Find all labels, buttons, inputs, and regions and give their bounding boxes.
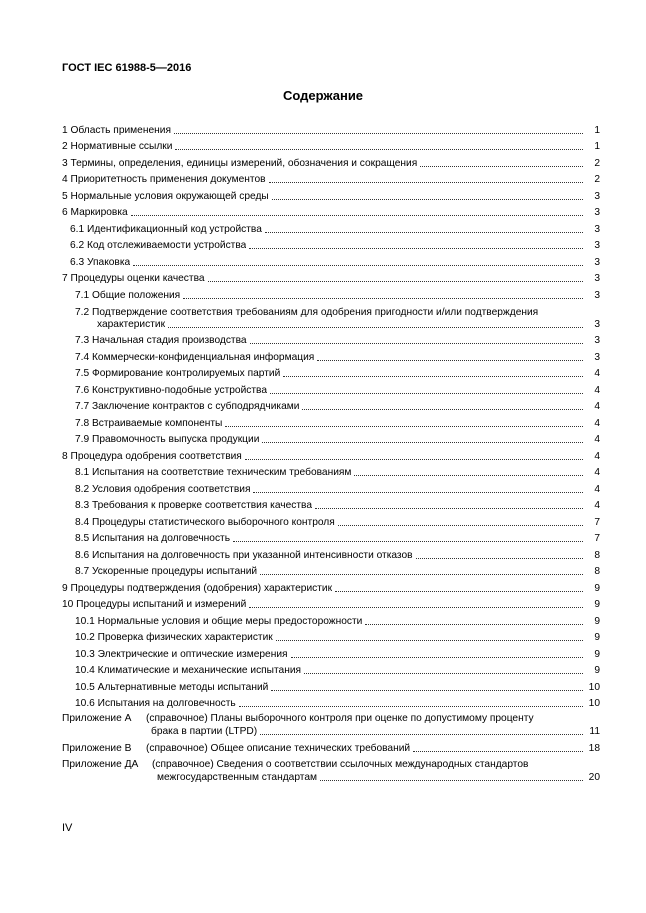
dot-leader (320, 780, 583, 781)
toc-entry-label: 7.6 Конструктивно-подобные устройства (75, 384, 267, 396)
dot-leader (253, 492, 583, 493)
toc-entry (62, 545, 600, 562)
toc-entry-page: 3 (594, 190, 600, 202)
toc-entry (62, 479, 600, 496)
toc-entry-label: 6 Маркировка (62, 207, 128, 218)
toc-entry-page: 3 (594, 240, 600, 251)
toc-entry-page: 2 (594, 174, 600, 185)
toc-entry-label: 8 Процедура одобрения соответствия (62, 450, 242, 462)
toc-entry-page: 1 (594, 141, 600, 152)
toc-entry-page: 9 (594, 582, 600, 594)
dot-leader (233, 541, 583, 542)
dot-leader (354, 475, 583, 476)
toc-entry-page: 4 (594, 467, 600, 478)
toc-entry-label: 10.2 Проверка физических характеристик (75, 632, 273, 643)
appendix-title-continued: брака в партии (LTPD) (151, 726, 258, 737)
dot-leader (225, 426, 583, 427)
toc-entry-label: 7.5 Формирование контролируемых партий (75, 368, 281, 379)
dot-leader (302, 409, 583, 410)
toc-entry-page: 7 (594, 516, 600, 528)
toc-entry-page: 2 (594, 157, 600, 169)
toc-entry (62, 347, 600, 364)
table-of-contents (62, 120, 600, 788)
toc-entry-page: 7 (594, 533, 600, 544)
toc-entry-page: 4 (594, 384, 600, 396)
toc-entry-page: 9 (594, 615, 600, 627)
toc-entry (62, 397, 600, 414)
toc-entry-page: 3 (594, 223, 600, 235)
toc-entry-label: 1 Область применения (62, 124, 171, 136)
toc-entry-label: 10.5 Альтернативные методы испытаний (75, 681, 269, 693)
toc-entry-label: 9 Процедуры подтверждения (одобрения) характеристик (62, 582, 333, 594)
appendix-page: 18 (588, 742, 600, 754)
dot-leader (338, 525, 583, 526)
toc-entry (62, 137, 600, 154)
toc-entry-label: 6.1 Идентификационный код устройства (70, 223, 262, 235)
toc-entry (62, 120, 600, 137)
toc-entry (62, 661, 600, 678)
toc-entry-label: 8.1 Испытания на соответствие техническим требованиям (75, 467, 352, 478)
toc-entry-label: 2 Нормативные ссылки (62, 141, 173, 152)
toc-entry-label: 7.7 Заключение контрактов с субподрядчиками (75, 401, 300, 412)
toc-entry-label: 7 Процедуры оценки качества (62, 273, 205, 284)
dot-leader (283, 376, 583, 377)
toc-entry-page: 9 (594, 665, 600, 676)
toc-entry (62, 512, 600, 529)
dot-leader (272, 199, 583, 200)
dot-leader (271, 690, 583, 691)
document-id: ГОСТ IEC 61988-5—2016 (62, 62, 192, 74)
dot-leader (245, 459, 583, 460)
toc-entry (62, 611, 600, 628)
dot-leader (365, 624, 583, 625)
toc-entry-page: 9 (594, 648, 600, 660)
toc-entry-label: 7.2 Подтверждение соответствия требованиям для одобрения пригодности и/или подтверждения (75, 306, 539, 318)
toc-entry-page: 4 (594, 401, 600, 412)
toc-entry-page: 3 (594, 318, 600, 330)
appendix-entry (62, 742, 600, 755)
dot-leader (416, 558, 583, 559)
dot-leader (315, 508, 583, 509)
toc-entry (62, 496, 600, 513)
toc-entry (62, 694, 600, 711)
dot-leader (168, 327, 583, 328)
toc-entry (62, 203, 600, 220)
toc-entry-label: 7.4 Коммерчески-конфиденциальная информация (75, 351, 315, 363)
toc-entry-label: 4 Приоритетность применения документов (62, 174, 266, 185)
toc-entry-label: 7.8 Встраиваемые компоненты (75, 417, 223, 429)
toc-entry (62, 677, 600, 694)
toc-entry (62, 628, 600, 645)
dot-leader (183, 298, 583, 299)
toc-entry (62, 285, 600, 302)
toc-entry (62, 364, 600, 381)
toc-entry-page: 3 (594, 256, 600, 268)
appendix-entry (62, 758, 600, 784)
toc-entry (62, 578, 600, 595)
toc-entry-page: 4 (594, 368, 600, 379)
dot-leader (133, 265, 583, 266)
appendix-title: (справочное) Общее описание технических требований (146, 742, 411, 754)
dot-leader (262, 442, 583, 443)
toc-entry-label: 8.6 Испытания на долговечность при указанной интенсивности отказов (75, 549, 413, 561)
toc-entry-label: 7.3 Начальная стадия производства (75, 335, 247, 346)
dot-leader (335, 591, 583, 592)
dot-leader (174, 133, 583, 134)
toc-entry-label: 10.4 Климатические и механические испытания (75, 665, 302, 676)
toc-entry-label: 6.2 Код отслеживаемости устройства (70, 240, 247, 251)
dot-leader (260, 734, 583, 735)
appendix-page: 11 (589, 726, 600, 737)
toc-entry-page: 3 (594, 351, 600, 363)
toc-entry-label: 7.9 Правомочность выпуска продукции (75, 434, 260, 445)
toc-entry (62, 153, 600, 170)
toc-entry (62, 302, 600, 331)
appendix-page: 20 (588, 772, 600, 783)
toc-entry-page: 1 (594, 124, 600, 136)
toc-entry (62, 380, 600, 397)
toc-entry-label: 10 Процедуры испытаний и измерений (62, 599, 247, 610)
toc-entry-page: 10 (588, 681, 600, 693)
toc-entry-label: 6.3 Упаковка (70, 256, 131, 268)
toc-entry-label: 8.3 Требования к проверке соответствия качества (75, 500, 313, 511)
dot-leader (131, 215, 583, 216)
dot-leader (317, 360, 583, 361)
toc-entry (62, 595, 600, 612)
dot-leader (304, 673, 583, 674)
toc-entry-page: 9 (594, 632, 600, 643)
toc-entry-page: 3 (594, 207, 600, 218)
dot-leader (269, 182, 583, 183)
toc-entry-page: 4 (594, 483, 600, 495)
toc-entry-page: 9 (594, 599, 600, 610)
dot-leader (250, 343, 583, 344)
toc-entry (62, 446, 600, 463)
toc-entry-label: 10.3 Электрические и оптические измерения (75, 648, 288, 660)
toc-entry-page: 8 (594, 549, 600, 561)
dot-leader (249, 607, 583, 608)
dot-leader (175, 149, 583, 150)
dot-leader (265, 232, 583, 233)
toc-entry (62, 430, 600, 447)
toc-entry-page: 3 (594, 289, 600, 301)
dot-leader (276, 640, 583, 641)
toc-entry-label: 10.6 Испытания на долговечность (75, 698, 236, 709)
toc-entry-page: 3 (594, 273, 600, 284)
toc-entry-label: 7.1 Общие положения (75, 289, 181, 301)
toc-entry (62, 252, 600, 269)
toc-entry (62, 413, 600, 430)
toc-entry-label: 5 Нормальные условия окружающей среды (62, 190, 269, 202)
dot-leader (260, 574, 583, 575)
appendix-prefix: Приложение В (62, 742, 132, 754)
toc-entry-label: 8.4 Процедуры статистического выборочного контроля (75, 516, 335, 528)
toc-entry-page: 10 (588, 698, 600, 709)
toc-entry (62, 644, 600, 661)
dot-leader (239, 706, 583, 707)
toc-entry (62, 331, 600, 348)
toc-entry (62, 236, 600, 253)
dot-leader (291, 657, 583, 658)
dot-leader (420, 166, 583, 167)
toc-entry-page: 4 (594, 500, 600, 511)
appendix-title-continued: межгосударственным стандартам (157, 772, 317, 783)
toc-entry-label: 3 Термины, определения, единицы измерений, обозначения и сокращения (62, 157, 418, 169)
toc-entry-label: 8.2 Условия одобрения соответствия (75, 483, 251, 495)
toc-entry-label: 10.1 Нормальные условия и общие меры предосторожности (75, 615, 363, 627)
toc-entry-label-continued: характеристик (97, 318, 166, 330)
toc-entry-page: 8 (594, 566, 600, 577)
toc-entry (62, 529, 600, 546)
dot-leader (270, 393, 583, 394)
toc-entry (62, 186, 600, 203)
appendix-entry (62, 712, 600, 738)
toc-entry-page: 4 (594, 434, 600, 445)
toc-entry (62, 170, 600, 187)
toc-entry (62, 463, 600, 480)
toc-entry-page: 4 (594, 450, 600, 462)
toc-entry-page: 3 (594, 335, 600, 346)
toc-entry-label: 8.5 Испытания на долговечность (75, 533, 231, 544)
dot-leader (413, 751, 583, 752)
toc-entry-label: 8.7 Ускоренные процедуры испытаний (75, 566, 258, 577)
page-number: IV (62, 822, 73, 834)
page-title: Содержание (282, 88, 364, 103)
toc-entry (62, 269, 600, 286)
appendix-prefix: Приложение А (62, 713, 132, 724)
toc-entry (62, 562, 600, 579)
dot-leader (249, 248, 583, 249)
toc-entry-page: 4 (594, 417, 600, 429)
dot-leader (208, 281, 583, 282)
toc-entry (62, 219, 600, 236)
appendix-prefix: Приложение ДА (62, 759, 139, 770)
appendix-title: (справочное) Планы выборочного контроля при оценке по допустимому проценту (146, 713, 534, 724)
appendix-title: (справочное) Сведения о соответствии ссылочных международных стандартов (152, 759, 529, 770)
